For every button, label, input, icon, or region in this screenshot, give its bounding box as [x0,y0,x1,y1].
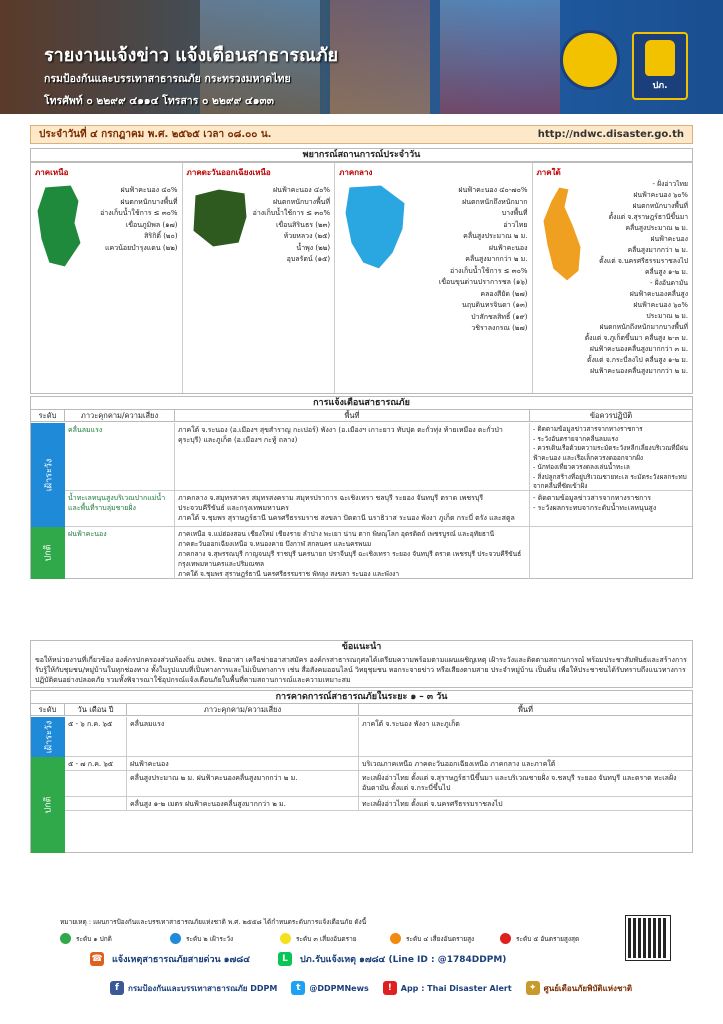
trend-header: ระดับ วัน เดือน ปี ภาวะคุกคาม/ความเสี่ยง พื้นที่ [31,704,692,716]
region-text: ฝนฟ้าคะนอง ๔๐-๗๐% ฝนตกหนักถึงหนักมาก บางพื้นที่ อ่าวไทย คลื่นสูงประมาณ ๒ ม. ฝนฟ้าคะนอง คลื่นสูงมากกว่า ๒ ม. อ่างเก็บน้ำใช้การ ≤ ๓๐% เขื่อนขุนด่านปราการชล (๑๖) คลองสียัด (๒๗) นฤบดินทรจินดา (๑๓) ป่าสักชลสิทธิ์ (๑๙) วชิราลงกรณ (๒๗) [438,186,528,332]
line-text[interactable]: ปภ.รับแจ้งเหตุ ๑๗๘๔ (Line ID : @1784DDPM) [300,955,507,965]
level-dot-icon [170,933,181,944]
south-map [539,185,585,283]
table-row: ๕ - ๗ ก.ค. ๖๕ ฝนฟ้าคะนอง บริเวณภาคเหนือ ภาคตะวันออกเฉียงเหนือ ภาคกลาง และภาคใต้ [65,757,692,771]
twitter-icon: t [291,981,305,995]
legend-note: หมายเหตุ : แผนการป้องกันและบรรเทาสาธารณภัยแห่งชาติ พ.ศ. ๒๕๕๘ ได้กำหนดระดับการแจ้งเตือนภัย ดังนี้ [60,918,367,926]
forecast-title: พยากรณ์สถานการณ์ประจำวัน [30,148,693,162]
line-icon: L [278,952,292,966]
level-watch: เฝ้าระวัง [31,423,65,527]
date-bar [30,125,693,144]
ministry-seal-icon [560,30,620,90]
legend-item: ระดับ ๑ ปกติ [60,933,170,944]
app-icon: ! [383,981,397,995]
report-date: ประจำวันที่ ๔ กรกฎาคม พ.ศ. ๒๕๖๕ เวลา ๐๘.๐๐ น. [39,129,272,140]
logo-label: ปภ. [652,81,668,91]
table-row: คลื่นสูงประมาณ ๒ ม. ฝนฟ้าคะนองคลื่นสูงมากกว่า ๒ ม. ทะเลฝั่งอ่าวไทย ตั้งแต่ จ.สุราษฎร์ธานีขึ้นมา และบริเวณชายฝั่ง จ.ชลบุรี ระยอง จันทบุรี และตราด ทะเลฝั่งอันดามัน ตั้งแต่ จ.กระบี่ขึ้นไป [65,771,692,797]
legend-item: ระดับ ๓ เสี่ยงอันตราย [280,933,390,944]
region-text: ฝนฟ้าคะนอง ๔๐% ฝนตกหนักบางพื้นที่ อ่างเก็บน้ำใช้การ ≤ ๓๐% เขื่อนภูมิพล (๑๗) สิริกิติ์ (๒๐) แควน้อยบำรุงแดน (๒๒) [100,186,178,252]
table-row: ฝนฟ้าคะนอง ภาคเหนือ จ.แม่ฮ่องสอน เชียงใหม่ เชียงราย ลำปาง พะเยา น่าน ตาก พิษณุโลก อุตรดิตถ์ เพชรบูรณ์ และอุทัยธานี ภาคตะวันออกเฉียงเหนือ จ.หนองคาย บึงกาฬ สกลนคร และนครพนม ภาคกลาง จ.สุพรรณบุรี กาญจนบุรี ราชบุรี นครนายก ปราจีนบุรี ฉะเชิงเทรา ระยอง จันทบุรี ตราด เพชรบุรี ประจวบคีรีขันธ์ กรุงเทพมหานครและปริมณฑล ภาคใต้ จ.ชุมพร สุราษฎร์ธานี นครศรีธรรมราช พัทลุง สงขลา ระนอง และพังงา [65,527,692,579]
region-north [31,163,183,393]
region-name: ภาคเหนือ [35,168,69,177]
north-map [35,183,83,271]
legend-item: ระดับ ๔ เสี่ยงอันตรายสูง [390,933,500,944]
region-northeast [183,163,336,393]
warning-table [30,409,693,579]
hand-icon [645,40,675,76]
warning-header: ระดับ ภาวะคุกคาม/ความเสี่ยง พื้นที่ ข้อควรปฏิบัติ [31,410,692,422]
advice-title: ข้อแนะนำ [341,642,382,652]
legend-item: ระดับ ๒ เฝ้าระวัง [170,933,280,944]
legend-item: ระดับ ๕ อันตรายสูงสุด [500,933,610,944]
level-watch: เฝ้าระวัง [31,717,65,757]
trend-title: การคาดการณ์สาธารณภัยในระยะ ๑ – ๓ วัน [30,690,693,704]
region-text: ฝนฟ้าคะนอง ๔๐% ฝนตกหนักบางพื้นที่ อ่างเก็บน้ำใช้การ ≤ ๓๐% เขื่อนสิรินธร (๒๓) ห้วยหลวง (๒๕) น้ำพุง (๒๒) อุบลรัตน์ (๑๕) [252,186,331,263]
warning-title: การแจ้งเตือนสาธารณภัย [30,396,693,410]
qr-code-icon [626,916,670,960]
advice-text: ขอให้หน่วยงานที่เกี่ยวข้อง องค์กรปกครองส่วนท้องถิ่น อปพร. จิตอาสา เครือข่ายอาสาสมัคร องค์กรสาธารณกุศลได้เตรียมความพร้อมตามแผนเผชิญเหตุ เฝ้าระวังและติดตามสถานการณ์ พร้อมประชาสัมพันธ์และสร้างการรับรู้ให้กับชุมชน/หมู่บ้านในทุกช่องทาง ทั้งในรูปแบบที่เป็นทางการและไม่เป็นทางการ เช่น สื่อสังคมออนไลน์ วิทยุชุมชน หอกระจายข่าว หรือเสียงตามสาย ประจำหมู่บ้าน เป็นต้น เพื่อให้ประชาชนได้รับทราบถึงแนวทางการปฏิบัติตนอย่างปลอดภัย รวมทั้งพิจารณาใช้อุปกรณ์แจ้งเตือนภัยในพื้นที่ตามสถานการณ์และความเหมาะสม [35,656,687,684]
phone-icon: ☎ [91,954,103,964]
website-link[interactable]: http://ndwc.disaster.go.th [537,129,684,140]
ddpm-logo [632,32,688,100]
level-dot-icon [390,933,401,944]
level-dot-icon [500,933,511,944]
table-row: คลื่นสูง ๑-๒ เมตร ฝนฟ้าคะนองคลื่นสูงมากกว่า ๒ ม. ทะเลฝั่งอ่าวไทย ตั้งแต่ จ.นครศรีธรรมราชลงไป [65,797,692,811]
advice-box [30,640,693,688]
trend-table [30,703,693,853]
ndwc-logo-icon: ✦ [526,981,540,995]
facebook-icon: f [110,981,124,995]
region-south [533,163,693,393]
region-name: ภาคตะวันออกเฉียงเหนือ [186,168,271,177]
table-row: ๕ - ๖ ก.ค. ๖๕ คลื่นลมแรง ภาคใต้ จ.ระนอง พังงา และภูเก็ต [65,717,692,757]
level-normal: ปกติ [31,527,65,579]
forecast-panel [30,162,693,394]
header-banner [0,0,723,114]
hotline-bar [90,952,506,966]
footer: f กรมป้องกันและบรรเทาสาธารณภัย DDPM t @DDPMNews ! App : Thai Disaster Alert ✦ ศูนย์เตือนภัยพิบัติแห่งชาติ [0,976,723,1000]
region-name: ภาคกลาง [339,168,373,177]
hotline-text: แจ้งเหตุสาธารณภัยสายด่วน ๑๗๘๔ [112,955,251,965]
level-dot-icon [60,933,71,944]
region-name: ภาคใต้ [536,168,561,177]
contact-phone: โทรศัพท์ ๐ ๒๒๙๙ ๔๑๑๔ โทรสาร ๐ ๒๒๙๙ ๔๑๓๓ [44,95,274,107]
region-text: - ฝั่งอ่าวไทย ฝนฟ้าคะนอง ๖๐% ฝนตกหนักบางพื้นที่ ตั้งแต่ จ.สุราษฎร์ธานีขึ้นมา คลื่นสูงประมาณ ๒ ม. ฝนฟ้าคะนอง คลื่นสูงมากกว่า ๒ ม. ตั้งแต่ จ.นครศรีธรรมราชลงไป คลื่นสูง ๑-๒ ม. - ฝั่งอันดามัน ฝนฟ้าคะนองคลื่นสูง ฝนฟ้าคะนอง ๖๐% ประมาณ ๒ ม. ฝนตกหนักถึงหนักมากบางพื้นที่ ตั้งแต่ จ.ภูเก็ตขึ้นมา คลื่นสูง ๒-๓ ม. ฝนฟ้าคะนองคลื่นสูงมากกว่า ๓ ม. ตั้งแต่ จ.กระบี่ลงไป คลื่นสูง ๑-๒ ม. ฝนฟ้าคะนองคลื่นสูงมากกว่า ๒ ม. [584,180,689,375]
truck-photo [330,0,430,114]
central-map [341,183,411,273]
report-title: รายงานแจ้งข่าว แจ้งเตือนสาธารณภัย [44,45,339,66]
level-dot-icon [280,933,291,944]
table-row: น้ำทะเลหนุนสูงบริเวณปากแม่น้ำ และพื้นที่ราบลุ่มชายฝั่ง ภาคกลาง จ.สมุทรสาคร สมุทรสงคราม สมุทรปราการ ฉะเชิงเทรา ชลบุรี ระยอง จันทบุรี ตราด เพชรบุรี ประจวบคีรีขันธ์ และกรุงเทพมหานคร ภาคใต้ จ.ชุมพร สุราษฎร์ธานี นครศรีธรรมราช สงขลา ปัตตานี นราธิวาส ระนอง พังงา ภูเก็ต กระบี่ ตรัง และสตูล - ติดตามข้อมูลข่าวสารจากทางราชการ - ระวังผลกระทบจากระดับน้ำทะเลหนุนสูง [65,491,692,527]
org-name: กรมป้องกันและบรรเทาสาธารณภัย กระทรวงมหาดไทย [44,73,291,85]
region-central [335,163,532,393]
legend [60,917,700,944]
table-row: คลื่นลมแรง ภาคใต้ จ.ระนอง (อ.เมืองฯ สุขสำราญ กะเปอร์) พังงา (อ.เมืองฯ เกาะยาว ทับปุด ตะกั่วทุ่ง ท้ายเหมือง ตะกั่วป่า คุระบุรี) และภูเก็ต (อ.เมืองฯ กะทู้ ถลาง) - ติดตามข้อมูลข่าวสารจากทางราชการ - ระวังอันตรายจากคลื่นลมแรง - ควรเดินเรือด้วยความระมัดระวังหลีกเลี่ยงบริเวณที่มีฝนฟ้าคะนอง และเรือเล็กควรงดออกจากฝั่ง - นักท่องเที่ยวควรงดลงเล่นน้ำทะเล - สิ่งปลูกสร้างที่อยู่บริเวณชายทะเล ระมัดระวังผลกระทบจากคลื่นที่ซัดเข้าฝั่ง [65,423,692,491]
northeast-map [189,187,249,249]
level-normal: ปกติ [31,757,65,853]
helicopter-photo [440,0,560,114]
